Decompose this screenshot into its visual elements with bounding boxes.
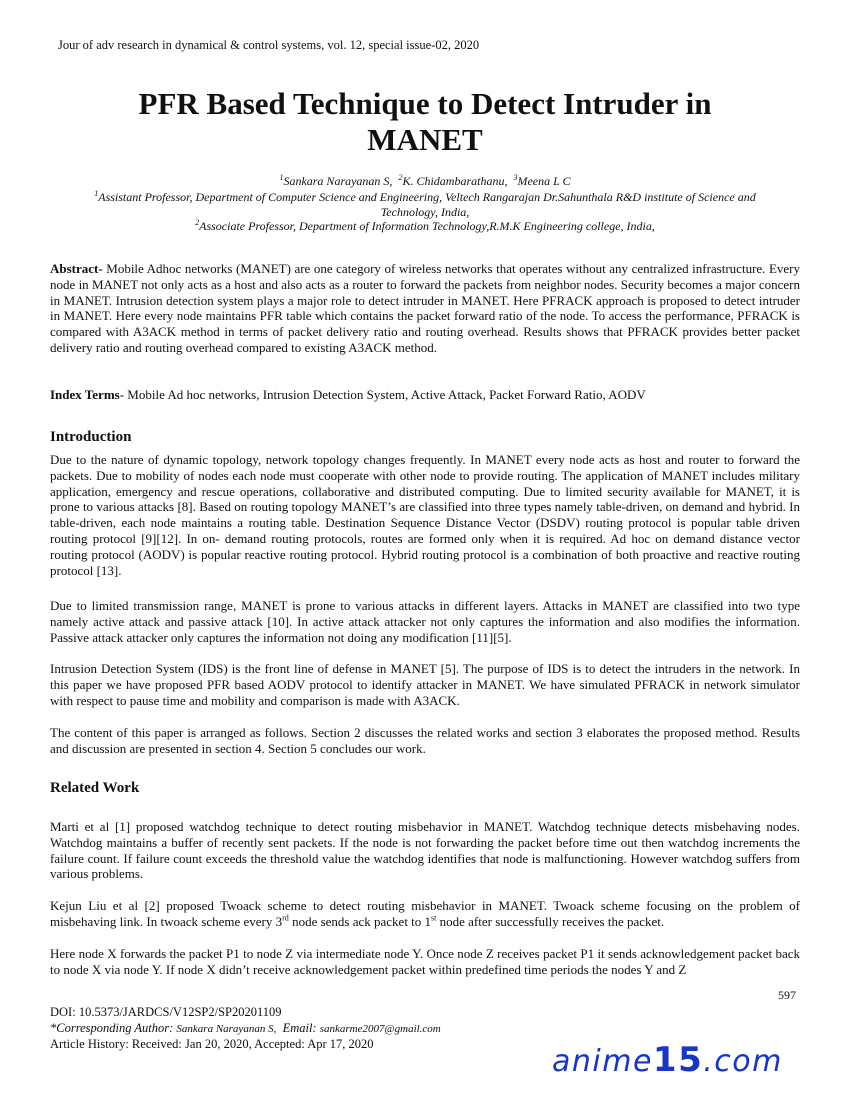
footer-history: Article History: Received: Jan 20, 2020, Accepted: Apr 17, 2020 <box>50 1037 374 1051</box>
related-paragraph-2: Kejun Liu et al [2] proposed Twoack scheme to detect routing misbehavior in MANET. Twoack scheme focusing on the problem of misbehaving link. In twoack scheme every 3rd node sends ack packet to 1st node after successfully receives the packet. <box>50 898 800 929</box>
index-terms <box>50 387 800 403</box>
related-paragraph-1: Marti et al [1] proposed watchdog technique to detect routing misbehavior in MANET. Watchdog technique detects misbehaving nodes. Watchdog maintains a buffer of recently sent packets. If the node is not forwarding the packet before time out then watchdog increments the failure count. If failure count exceeds the threshold value the watchdog identifies that node is malfunctioning. However watchdog suffers from various problems. <box>50 819 800 882</box>
author-list: $^1$Sankara Narayanan S, $^2$K. Chidambarathanu, $^3$Meena L C <box>279 173 571 188</box>
intro-paragraph-3: Intrusion Detection System (IDS) is the front line of defense in MANET [5]. The purpose of IDS is to detect the intruders in the network. In this paper we have proposed PFR based AODV protocol to identify attacker in MANET. We have simulated PFRACK in network simulator with respect to pause time and mobility and comparison is made with A3ACK. <box>50 661 800 708</box>
related-paragraph-3: Here node X forwards the packet P1 to node Z via intermediate node Y. Once node Z receives packet P1 it sends acknowledgement packet back to node X via node Y. If node X didn’t receive acknowledgement packet within predefined time periods the nodes Y and Z <box>50 946 800 977</box>
footer-corresponding: *Corresponding Author: Sankara Narayanan S, Email: sankarme2007@gmail.com <box>50 1021 441 1035</box>
corresponding-author-name: Sankara Narayanan S, <box>176 1023 277 1035</box>
author-1: Sankara Narayanan S, <box>283 174 393 188</box>
index-terms-label: Index Terms <box>50 387 120 402</box>
page-number: 597 <box>778 988 796 1002</box>
title-line-1: PFR Based Technique to Detect Intruder in <box>138 86 712 121</box>
index-terms-text: - Mobile Ad hoc networks, Intrusion Detection System, Active Attack, Packet Forward Ratio, AODV <box>119 387 646 402</box>
introduction-heading: Introduction <box>50 429 132 445</box>
affiliation-2: $^2$Associate Professor, Department of Information Technology,R.M.K Engineering college, India, <box>195 218 655 233</box>
author-3: Meena L C <box>517 174 571 188</box>
abstract-text: Mobile Adhoc networks (MANET) are one category of wireless networks that operates without any centralized infrastructure. Every node in MANET not only acts as a host and also acts as a router to forward the packets from neighbor nodes. Security becomes a major concern in MANET. Intrusion detection system plays a major role to detect intruder in MANET. Here PFRACK approach is proposed to detect intruder in MANET. Here every node maintains PFR table which contains the packet forward ratio of the node. To access the performance, PFRACK is compared with A3ACK method in terms of packet delivery ratio and routing overhead. Results shows that PFRACK provides better packet delivery ratio and routing overhead compared to existing A3ACK method. <box>50 261 800 355</box>
corresponding-email: sankarme2007@gmail.com <box>319 1023 441 1035</box>
footer-doi: DOI: 10.5373/JARDCS/V12SP2/SP20201109 <box>50 1005 282 1019</box>
affiliation-1: $^1$Assistant Professor, Department of Computer Science and Engineering, Veltech Rangarajan Dr.Sahunthala R&D institute of Science and Technology, India, <box>94 189 756 219</box>
paper-title <box>50 86 800 158</box>
journal-header: Jour of adv research in dynamical & control systems, vol. 12, special issue-02, 2020 <box>58 38 480 52</box>
abstract <box>50 261 800 356</box>
intro-paragraph-1: Due to the nature of dynamic topology, network topology changes frequently. In MANET every node acts as host and router to forward the packets. Due to mobility of nodes each node must cooperate with other node to provide routing. The application of MANET includes military application, emergency and rescue operations, collaborative and distributed computing. Due to limited security available for MANET, it is prone to various attacks [8]. Based on routing topology MANET’s are classified into three types namely table-driven, on demand and hybrid. In table-driven, each node maintains a routing table. Destination Sequence Distance Vector (DSDV) routing protocol is popular table driven routing protocol [9][12]. In on- demand routing protocols, routes are formed only when it is required. Ad hoc on demand distance vector routing protocol (AODV) is popular reactive routing protocol. Hybrid routing protocol is a combination of both proactive and reactive routing protocol [13]. <box>50 452 800 578</box>
intro-paragraph-2: Due to limited transmission range, MANET is prone to various attacks in different layers. Attacks in MANET are classified into two type namely active attack and passive attack [10]. In active attack attacker not only captures the information and also modifies the information. Passive attack attacker only captures the information not doing any modification [11][5]. <box>50 598 800 645</box>
intro-paragraph-4: The content of this paper is arranged as follows. Section 2 discusses the related works and section 3 elaborates the proposed method. Results and discussion are presented in section 4. Section 5 concludes our work. <box>50 725 800 756</box>
watermark-logo: anime15.com <box>552 1040 783 1080</box>
related-work-heading: Related Work <box>50 780 140 796</box>
author-2: K. Chidambarathanu, <box>402 174 508 188</box>
title-line-2: MANET <box>367 122 483 157</box>
abstract-label: Abstract- <box>50 261 103 276</box>
